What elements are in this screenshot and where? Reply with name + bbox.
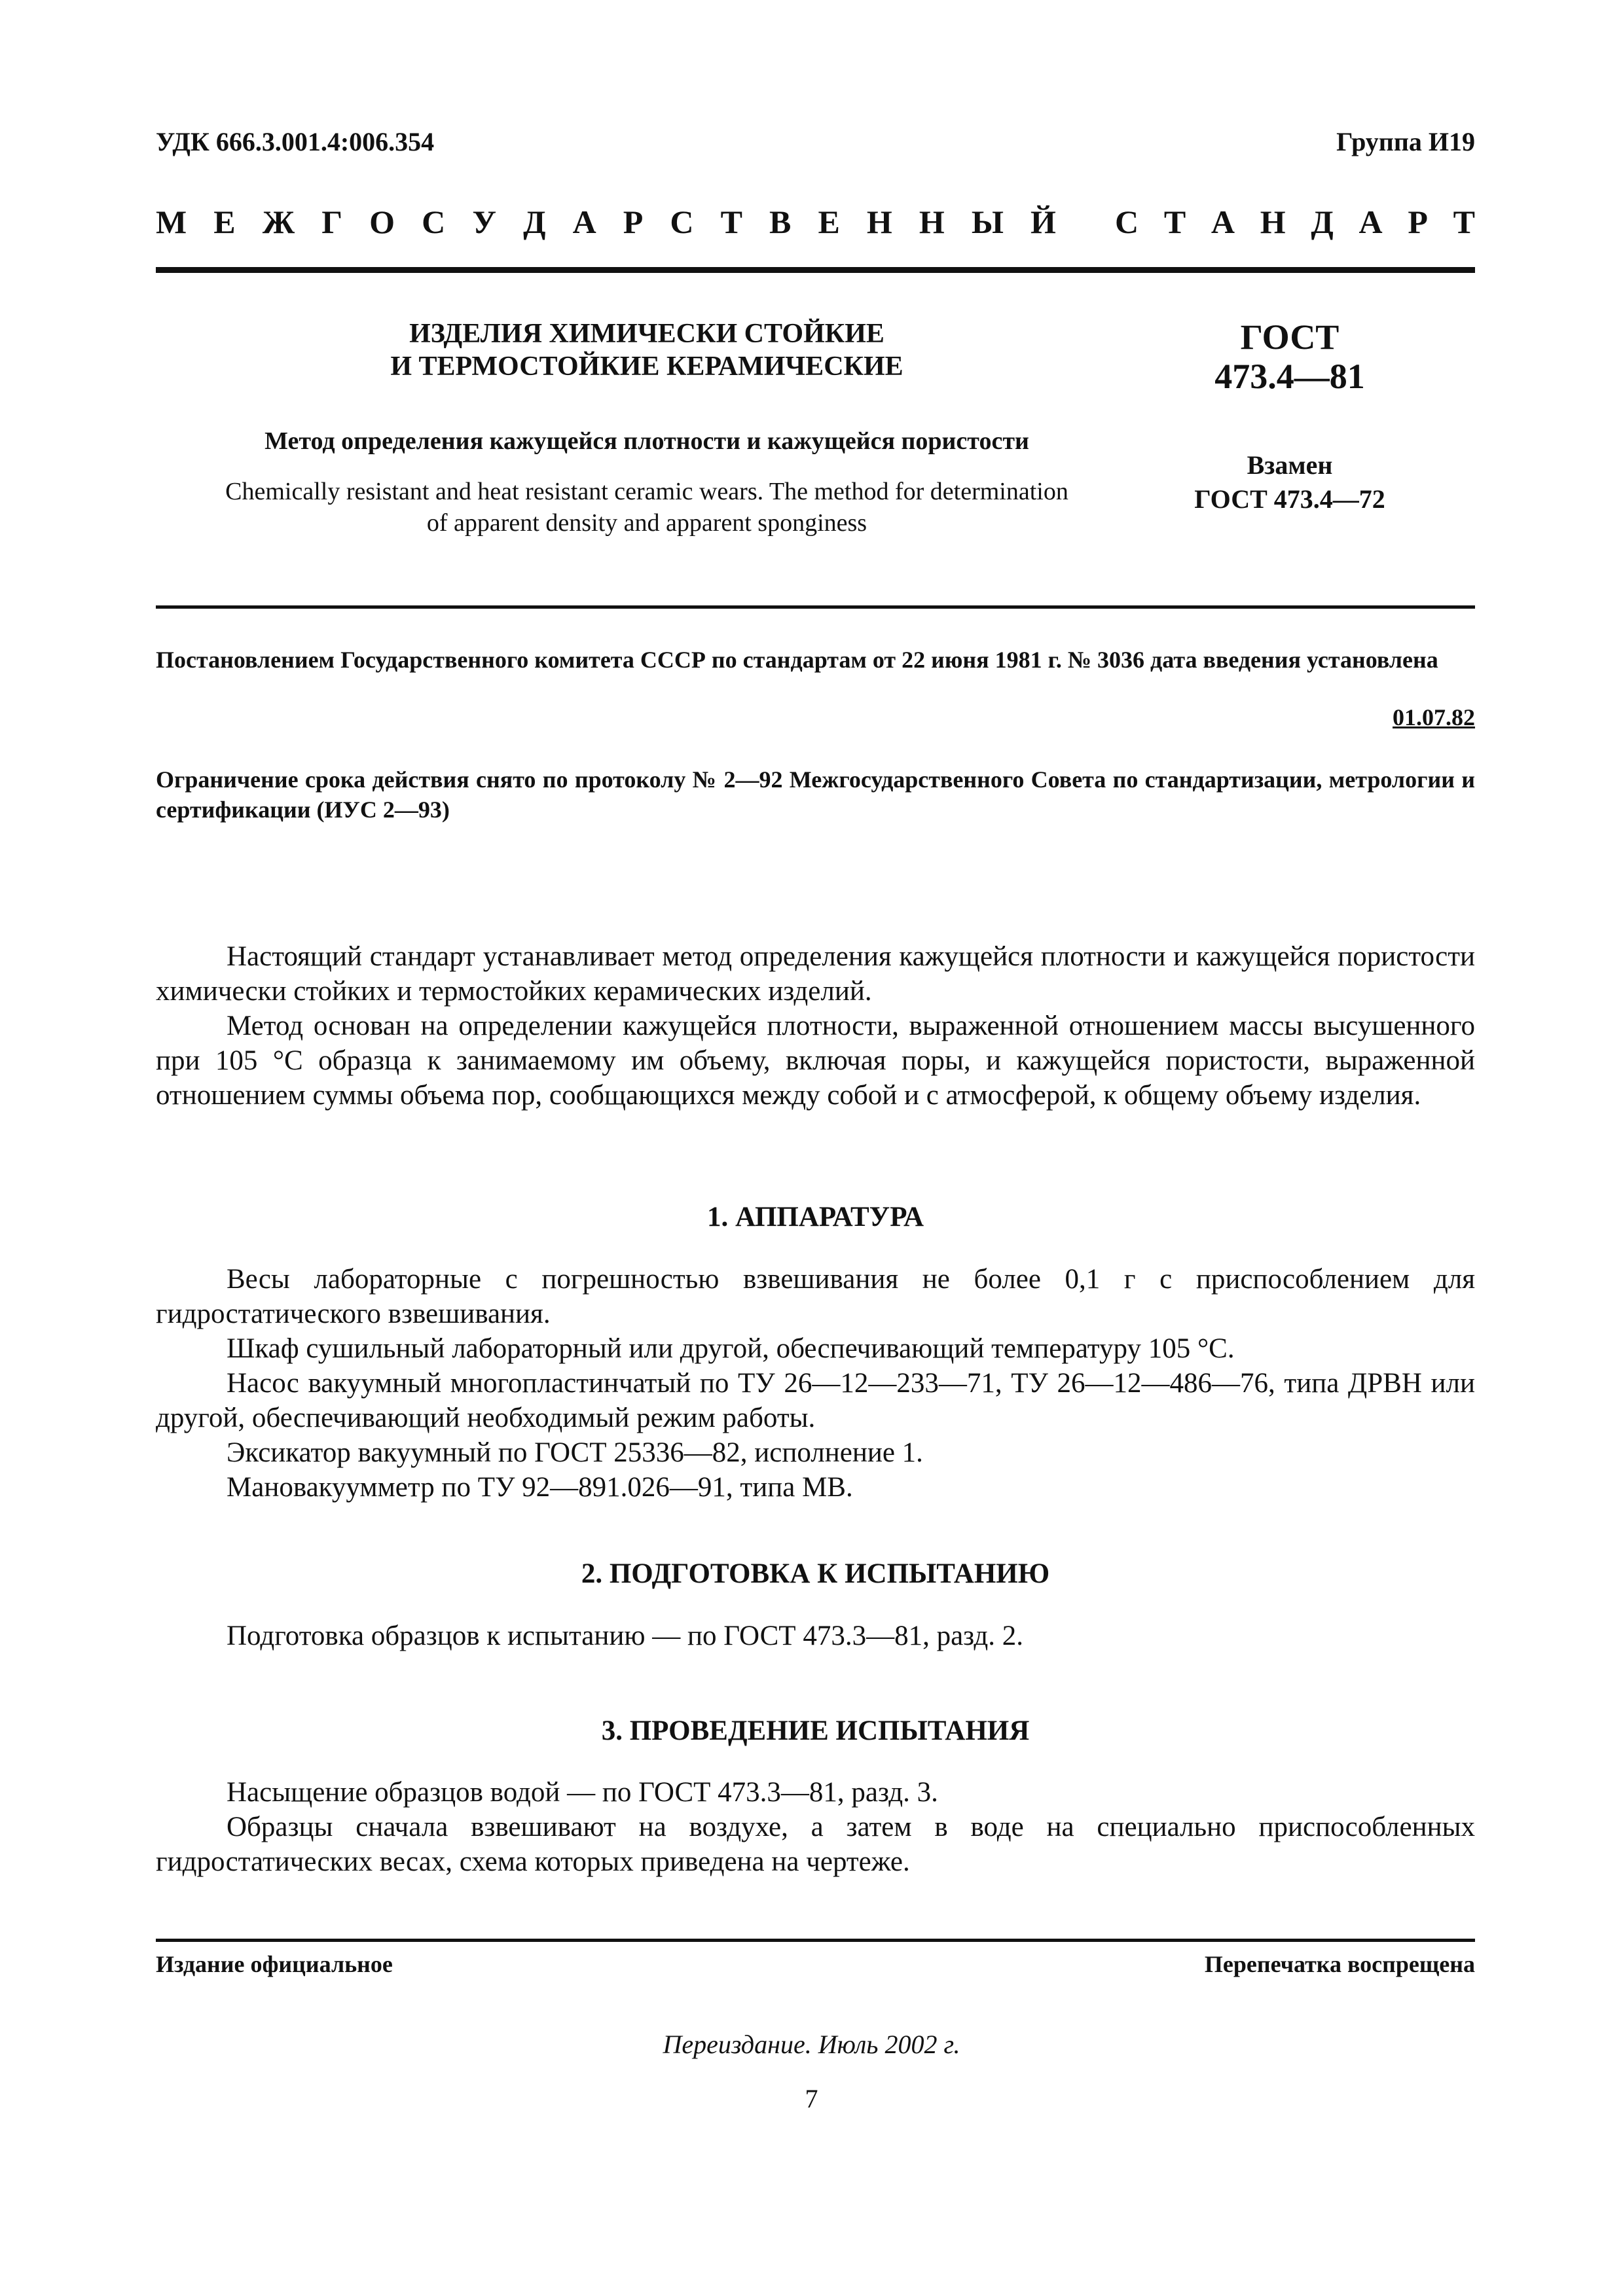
paragraph: Эксикатор вакуумный по ГОСТ 25336—82, исполнение 1. [227,1437,923,1468]
letter: О [369,204,395,240]
replaces-label: Взамен [1247,450,1333,480]
letter: Н [866,204,892,240]
standard-word-standard [1115,203,1475,241]
limitation-text: Ограничение срока действия снято по протоколу № 2—92 Межгосударственного Совета по стандартизации, метрологии и сертификации (ИУС 2—93) [156,766,1475,823]
letter: Д [523,204,546,240]
interstate-standard-header [156,203,1475,241]
english-title-line: Chemically resistant and heat resistant ceramic wears. The method for determination [225,478,1068,505]
section-heading-preparation: 2. ПОДГОТОВКА К ИСПЫТАНИЮ [581,1558,1050,1589]
paragraph: Подготовка образцов к испытанию — по ГОСТ 473.3—81, разд. 2. [227,1621,1023,1651]
footer-rule [156,1939,1475,1942]
udk-code: УДК 666.3.001.4:006.354 [156,127,435,156]
letter: Т [1163,204,1186,240]
official-edition-label: Издание официальное [156,1951,393,1977]
letter: Д [1311,204,1334,240]
paragraph: Шкаф сушильный лабораторный или другой, обеспечивающий температуру 105 °С. [227,1333,1235,1364]
letter: Й [1030,204,1056,240]
paragraph: Насос вакуумный многопластинчатый по ТУ 26—12—233—71, ТУ 26—12—486—76, типа ДРВН или другой, обеспечивающий необходимый режим работы. [156,1368,1475,1433]
gost-label: ГОСТ [1240,317,1340,357]
letter: Г [321,204,343,240]
paragraph: Насыщение образцов водой — по ГОСТ 473.3—81, разд. 3. [227,1777,938,1808]
letter: С [422,204,446,240]
paragraph: Весы лабораторные с погрешностью взвешивания не более 0,1 г с приспособлением для гидростатического взвешивания. [156,1264,1475,1329]
letter: Е [213,204,236,240]
section-testing [156,1775,1475,1879]
page-number: 7 [805,2084,818,2113]
gost-number: 473.4—81 [1214,357,1365,396]
english-title [156,476,1138,539]
paragraph: Метод основан на определении кажущейся плотности, выраженной отношением массы высушенного при 105 °С образца к занимаемому им объему, включая поры, и кажущейся пористости, выраженной отношением суммы объема пор, сообщающихся между собой и с атмосферой, к общему объему изделия. [156,1011,1475,1111]
letter: А [1211,204,1235,240]
reissue-note: Переиздание. Июль 2002 г. [663,2030,960,2059]
section-heading-apparatus: 1. АППАРАТУРА [706,1202,924,1232]
header-rule [156,267,1475,273]
section-apparatus [156,1262,1475,1505]
letter: Р [1408,204,1428,240]
replaces-number: ГОСТ 473.4—72 [1194,484,1385,514]
decree-text: Постановлением Государственного комитета СССР по стандартам от 22 июня 1981 г. № 3036 дата введения установлена [156,647,1438,673]
letter: У [472,204,497,240]
section-heading-testing: 3. ПРОВЕДЕНИЕ ИСПЫТАНИЯ [601,1715,1030,1746]
intro-section [156,939,1475,1113]
letter: М [156,204,187,240]
letter: Т [720,204,742,240]
letter: С [1115,204,1139,240]
paragraph: Мановакуумметр по ТУ 92—891.026—91, типа МВ. [227,1472,853,1503]
title-block [156,317,1138,539]
letter: Ы [971,204,1004,240]
standard-word-interstate [156,203,1056,241]
letter: А [1359,204,1383,240]
letter: В [769,204,792,240]
group-code: Группа И19 [1336,127,1475,156]
letter: С [670,204,694,240]
letter: Ж [262,204,295,240]
paragraph: Образцы сначала взвешивают на воздухе, а затем в воде на специально приспособленных гидростатических весах, схема которых приведена на чертеже. [156,1812,1475,1877]
effective-date: 01.07.82 [1393,704,1475,730]
letter: А [572,204,596,240]
document-title [156,317,1138,383]
english-title-line: of apparent density and apparent sponginess [426,509,867,537]
letter: Е [818,204,840,240]
section-preparation [156,1619,1475,1653]
title-line: И ТЕРМОСТОЙКИЕ КЕРАМИЧЕСКИЕ [390,351,903,382]
reprint-prohibited-label: Перепечатка воспрещена [1204,1951,1475,1977]
title-rule [156,605,1475,609]
letter: Р [623,204,644,240]
title-line: ИЗДЕЛИЯ ХИМИЧЕСКИ СТОЙКИЕ [409,319,884,349]
letter: Н [1260,204,1286,240]
letter: Н [919,204,945,240]
document-subtitle: Метод определения кажущейся плотности и кажущейся пористости [264,427,1029,455]
letter: Т [1453,204,1475,240]
paragraph: Настоящий стандарт устанавливает метод определения кажущейся плотности и кажущейся пористости химически стойких и термостойких керамических изделий. [156,941,1475,1007]
gost-designation [1152,317,1427,516]
